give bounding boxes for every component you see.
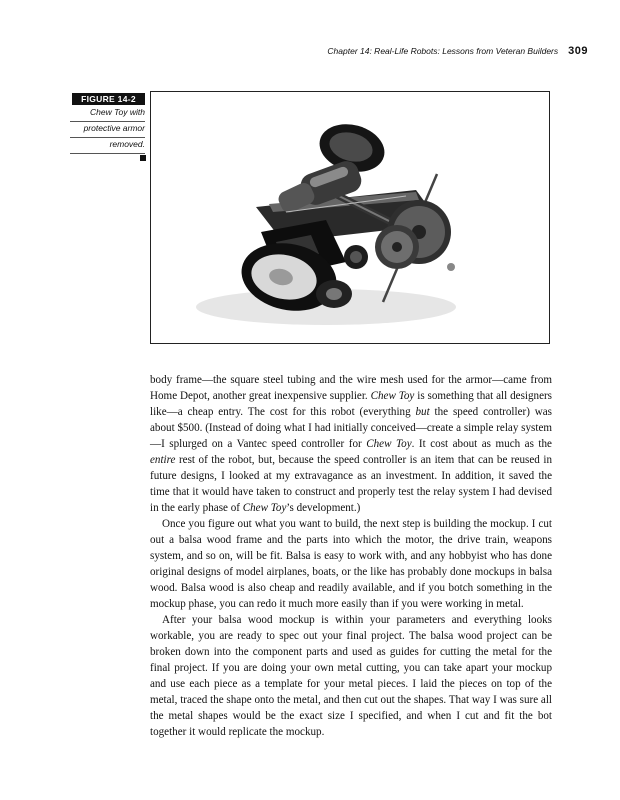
italic-run: entire [150, 454, 176, 466]
paragraph [150, 612, 552, 740]
text-run: is something that all designers like—a cheap entry. The cost for this robot (everything [150, 390, 553, 418]
text-run: rest of the robot, but, because the speed controller is an item that can be reused in future designs, I looked at my extravagance as an investment. In addition, it saved the time that it would have taken to construct and properly test the relay system I had devised in the early phase of [150, 454, 552, 514]
figure-label: FIGURE 14-2 [72, 93, 145, 105]
italic-run: Chew Toy [366, 438, 412, 450]
italic-run: but [415, 406, 430, 418]
robot-photo-illustration [151, 92, 549, 343]
text-run: . It cost about as much as the [411, 438, 552, 450]
text-run: After your balsa wood mockup is within your parameters and everything looks workable, you are ready to spec out your final project. The balsa wood project can be broken down into the component parts and used as guides for cutting the metal for the final project. If you are doing your own metal cutting, you can take apart your mockup and use each piece as a template for your metal pieces. I laid the pieces on top of the metal, traced the shape onto the metal, and then cut out the shapes. That way I was sure all the metal shapes would be the exact size I specified, and when I cut and fit the bot together it would replicate the mockup. [150, 614, 552, 738]
text-run: the speed controller) was about $500. (Instead of doing what I had initially conceived—create a simple relay system—I splurged on a Vantec speed controller for [150, 406, 552, 450]
running-header [150, 45, 588, 59]
figure-caption-line: Chew Toy with [70, 105, 145, 122]
figure-photo-frame [150, 91, 550, 344]
paragraph [150, 516, 552, 612]
italic-run: Chew Toy [370, 390, 415, 402]
text-run: ’s development.) [286, 502, 361, 514]
page-number: 309 [568, 45, 588, 57]
figure-caption-line: protective armor [70, 121, 145, 138]
italic-run: Chew Toy [242, 502, 287, 514]
figure-caption-line: removed. [70, 137, 145, 154]
text-run: body frame—the square steel tubing and the wire mesh used for the armor—came from Home Depot, another great inexpensive supplier. [150, 374, 552, 402]
body-text [150, 372, 552, 740]
running-head-title: Chapter 14: Real-Life Robots: Lessons from Veteran Builders [327, 46, 559, 56]
paragraph [150, 372, 552, 516]
text-run: Once you figure out what you want to build, the next step is building the mockup. I cut out a balsa wood frame and the parts into which the motor, the drive train, weapons system, and so on, will be fit. Balsa is easy to work with, and any hobbyist who has done original designs of model airplanes, boats, or the like has probably done mockups in balsa wood. Balsa wood is also cheap and readily available, and if you botch something in the mockup phase, you can redo it much more easily than if you were working in metal. [150, 518, 552, 610]
caption-end-mark [140, 155, 146, 161]
